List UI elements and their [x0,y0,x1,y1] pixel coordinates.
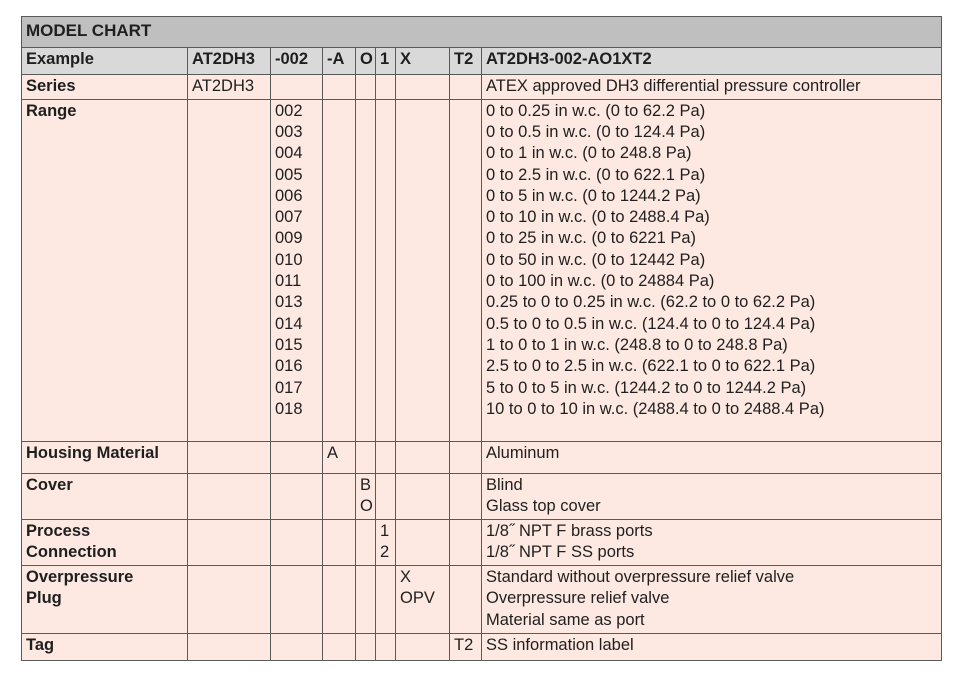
row-label-line: Connection [26,543,117,562]
option-code: 1 [380,521,390,540]
option-code: 015 [275,335,303,354]
option-code: O [360,497,373,516]
code-cell [396,565,450,633]
chart-title-row [22,17,942,48]
chart-row [22,473,942,519]
option-code: 007 [275,208,303,227]
option-code: T2 [454,636,474,655]
option-description: 10 to 0 to 10 in w.c. (2488.4 to 0 to 2488.4 Pa) [486,399,825,418]
example-row [22,48,942,75]
option-description: 5 to 0 to 5 in w.c. (1244.2 to 0 to 1244.2 Pa) [486,378,807,397]
code-cell [376,441,396,473]
code-cell [450,441,482,473]
option-code: 004 [275,144,303,163]
row-label [22,519,188,565]
code-cell [376,519,396,565]
chart-title: MODEL CHART [22,17,942,48]
code-cell [188,519,271,565]
chart-row [22,74,942,99]
description-cell [482,634,942,661]
code-cell [450,473,482,519]
option-code: 2 [380,543,390,562]
option-description: 2.5 to 0 to 2.5 in w.c. (622.1 to 0 to 622.1 Pa) [486,357,816,376]
option-description: 0 to 1 in w.c. (0 to 248.8 Pa) [486,144,692,163]
option-code: 003 [275,122,303,141]
code-cell [188,473,271,519]
option-description: 0 to 10 in w.c. (0 to 2488.4 Pa) [486,208,710,227]
option-description: 0.5 to 0 to 0.5 in w.c. (124.4 to 0 to 124.4 Pa) [486,314,816,333]
row-label-line: Range [26,101,77,120]
row-label [22,473,188,519]
option-code: 002 [275,101,303,120]
code-cell [356,519,376,565]
code-cell [356,74,376,99]
code-cell [450,99,482,441]
code-cell [188,74,271,99]
example-code: AT2DH3 [188,48,271,75]
option-code: 013 [275,293,303,312]
code-cell [396,74,450,99]
code-cell [323,519,356,565]
description-cell [482,519,942,565]
option-code: 017 [275,378,303,397]
code-cell [356,634,376,661]
option-description: 0 to 2.5 in w.c. (0 to 622.1 Pa) [486,165,706,184]
code-cell [376,473,396,519]
row-label [22,99,188,441]
row-label [22,634,188,661]
row-label [22,565,188,633]
code-cell [376,74,396,99]
option-description: 0 to 5 in w.c. (0 to 1244.2 Pa) [486,186,701,205]
example-full-model: AT2DH3-002-AO1XT2 [482,48,942,75]
row-label-line: Plug [26,589,62,608]
option-code: 011 [275,272,302,291]
row-label-line: Overpressure [26,567,134,586]
option-code: A [327,443,339,462]
example-code: X [396,48,450,75]
option-description: 1/8˝ NPT F SS ports [486,543,635,562]
code-cell [188,99,271,441]
option-description: SS information label [486,636,634,655]
option-code: 014 [275,314,303,333]
option-description: 1 to 0 to 1 in w.c. (248.8 to 0 to 248.8 Pa) [486,335,788,354]
example-label: Example [22,48,188,75]
code-cell [188,441,271,473]
description-cell [482,565,942,633]
row-label-line: Tag [26,636,55,655]
chart-row [22,441,942,473]
code-cell [188,634,271,661]
option-description: 0 to 50 in w.c. (0 to 12442 Pa) [486,250,706,269]
code-cell [396,99,450,441]
description-cell [482,74,942,99]
option-description: Overpressure relief valve [486,589,670,608]
code-cell [450,519,482,565]
chart-row [22,99,942,441]
code-cell [271,473,323,519]
code-cell [356,441,376,473]
model-chart-table [21,16,942,661]
row-label-line: Cover [26,475,73,494]
code-cell [323,74,356,99]
code-cell [271,99,323,441]
row-label-line: Housing Material [26,443,159,462]
code-cell [323,441,356,473]
option-description: ATEX approved DH3 differential pressure controller [486,76,861,95]
description-cell [482,441,942,473]
code-cell [450,565,482,633]
code-cell [356,565,376,633]
row-label [22,74,188,99]
code-cell [271,441,323,473]
option-description: 0 to 100 in w.c. (0 to 24884 Pa) [486,272,715,291]
option-description: Aluminum [486,443,560,462]
chart-row [22,519,942,565]
option-description: Material same as port [486,610,645,629]
code-cell [271,565,323,633]
option-description: Glass top cover [486,497,601,516]
option-description: 1/8˝ NPT F brass ports [486,521,653,540]
description-cell [482,99,942,441]
code-cell [376,634,396,661]
option-description: Standard without overpressure relief valve [486,567,795,586]
code-cell [396,473,450,519]
code-cell [271,519,323,565]
chart-row [22,565,942,633]
chart-row [22,634,942,661]
row-label-line: Process [26,521,91,540]
option-description: 0 to 0.5 in w.c. (0 to 124.4 Pa) [486,122,706,141]
code-cell [323,99,356,441]
code-cell [450,634,482,661]
code-cell [323,565,356,633]
example-code: -002 [271,48,323,75]
code-cell [396,634,450,661]
option-code: 009 [275,229,303,248]
option-code: AT2DH3 [192,76,255,95]
example-code: O [356,48,376,75]
option-code: 018 [275,399,303,418]
option-description: Blind [486,475,523,494]
code-cell [356,99,376,441]
code-cell [323,634,356,661]
option-code: 005 [275,165,303,184]
code-cell [376,99,396,441]
option-code: OPV [400,589,435,608]
row-label [22,441,188,473]
option-description: 0.25 to 0 to 0.25 in w.c. (62.2 to 0 to 62.2 Pa) [486,293,816,312]
code-cell [323,473,356,519]
code-cell [356,473,376,519]
code-cell [376,565,396,633]
code-cell [450,74,482,99]
option-code: B [360,475,372,494]
option-description: 0 to 0.25 in w.c. (0 to 62.2 Pa) [486,101,706,120]
example-code: T2 [450,48,482,75]
option-description: 0 to 25 in w.c. (0 to 6221 Pa) [486,229,697,248]
code-cell [271,74,323,99]
code-cell [271,634,323,661]
code-cell [396,441,450,473]
code-cell [188,565,271,633]
option-code: 016 [275,357,303,376]
code-cell [396,519,450,565]
description-cell [482,473,942,519]
row-label-line: Series [26,76,76,95]
option-code: 006 [275,186,303,205]
example-code: 1 [376,48,396,75]
option-code: 010 [275,250,303,269]
example-code: -A [323,48,356,75]
option-code: X [400,567,412,586]
